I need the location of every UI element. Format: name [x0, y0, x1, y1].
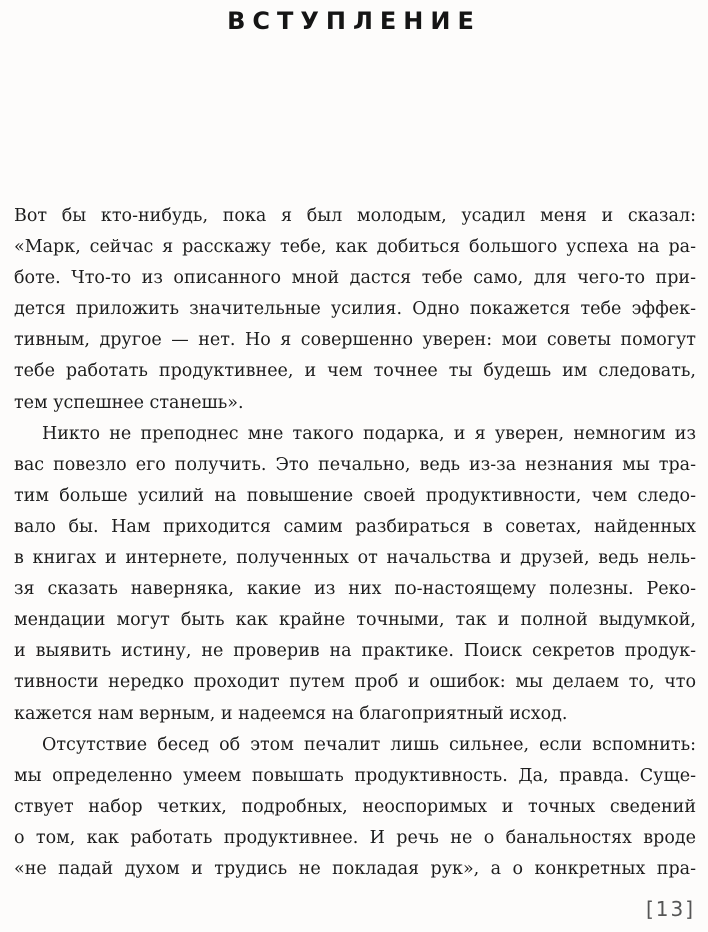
text-line: кажется нам верным, и надеемся на благоприятный исход. — [14, 703, 568, 724]
text-line: боте. Что-то из описанного мной дастся тебе само, для чего-то при- — [14, 268, 696, 289]
text-line: Отсутствие бесед об этом печалит лишь сильнее, если вспомнить: — [42, 734, 696, 755]
paragraph-3 — [14, 730, 696, 885]
text-line: Вот бы кто-нибудь, пока я был молодым, усадил меня и сказал: — [14, 206, 696, 226]
text-line: тивности нередко проходит путем проб и ошибок: мы делаем то, что — [14, 672, 696, 693]
text-line: дется приложить значительные усилия. Одно покажется тебе эффек- — [14, 299, 696, 320]
body-text — [14, 201, 696, 885]
text-line: в книгах и интернете, полученных от начальства и друзей, ведь нель- — [14, 548, 696, 569]
text-line: о том, как работать продуктивнее. И речь не о банальностях вроде — [14, 827, 696, 848]
text-line: тебе работать продуктивнее, и чем точнее ты будешь им следовать, — [14, 361, 696, 382]
text-line: вало бы. Нам приходится самим разбираться в советах, найденных — [14, 516, 696, 537]
text-line: Никто не преподнес мне такого подарка, и я уверен, немногим из — [42, 423, 696, 444]
text-line: и выявить истину, не проверив на практике. Поиск секретов продук- — [14, 641, 696, 662]
text-line: тем успешнее станешь». — [14, 392, 244, 413]
text-line: вас повезло его получить. Это печально, ведь из-за незнания мы тра- — [14, 454, 696, 475]
text-line: тим больше усилий на повышение своей продуктивности, чем следо- — [14, 485, 696, 506]
text-line: «Марк, сейчас я расскажу тебе, как добиться большого успеха на ра- — [14, 237, 696, 258]
text-line: «не падай духом и трудись не покладая рук», а о конкретных пра- — [14, 858, 696, 879]
page-number: [13] — [646, 897, 696, 921]
paragraph-1 — [14, 201, 696, 419]
text-line: зя сказать наверняка, какие из них по-настоящему полезны. Реко- — [14, 579, 696, 600]
text-line: мендации могут быть как крайне точными, так и полной выдумкой, — [14, 610, 696, 631]
text-line: ствует набор четких, подробных, неоспоримых и точных сведений — [14, 796, 696, 817]
chapter-title: ВСТУПЛЕНИЕ — [227, 7, 481, 35]
paragraph-2 — [14, 419, 696, 730]
text-line: мы определенно умеем повышать продуктивность. Да, правда. Суще- — [14, 765, 696, 786]
text-line: тивным, другое — нет. Но я совершенно уверен: мои советы помогут — [14, 330, 696, 351]
